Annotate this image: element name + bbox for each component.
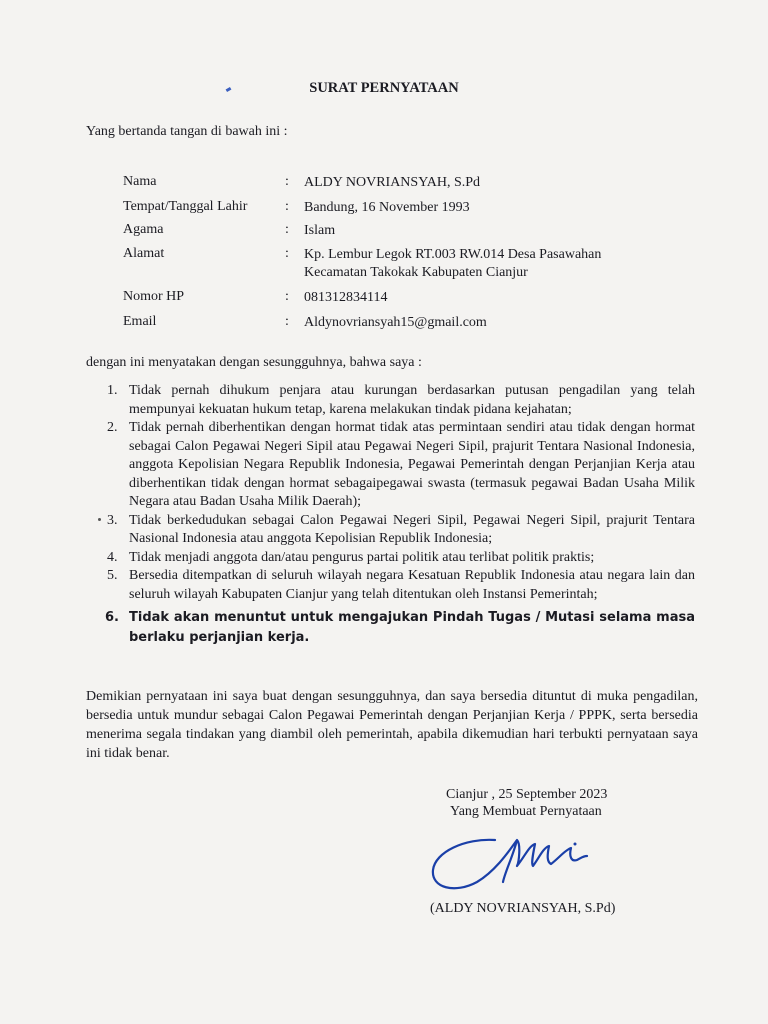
signature-image: [425, 822, 605, 902]
identity-colon: :: [285, 222, 289, 237]
statement-item: [95, 567, 695, 604]
address-line-2: Kecamatan Takokak Kabupaten Cianjur: [304, 265, 528, 280]
closing-paragraph: Demikian pernyataan ini saya buat dengan sesungguhnya, dan saya bersedia dituntut di muka pengadilan, bersedia untuk mundur sebagai Calon Pegawai Pemerintah dengan Perjanjian Kerja / PPPK, serta bersedia menerima segala tindakan yang diambil oleh pemerintah, apabila dikemudian hari terbukti pernyataan saya ini tidak benar.: [86, 689, 698, 761]
identity-value: ALDY NOVRIANSYAH, S.Pd: [304, 175, 481, 190]
statement-text: Tidak menjadi anggota dan/atau pengurus partai politik atau terlibat politik praktis;: [129, 549, 595, 565]
identity-value: Aldynovriansyah15@gmail.com: [304, 315, 487, 330]
statement-item-emphasized: [95, 608, 695, 648]
identity-colon: :: [285, 314, 289, 329]
statement-list: [95, 382, 695, 648]
identity-label: Nama: [123, 174, 157, 189]
identity-value: Islam: [304, 223, 336, 238]
identity-label: Email: [123, 314, 157, 329]
statement-item: [95, 382, 695, 419]
statement-text: Tidak pernah dihukum penjara atau kurungan berdasarkan putusan pengadilan yang telah mempunyai kekuatan hukum tetap, karena melakukan tindak pidana kejahatan;: [129, 383, 695, 417]
identity-colon: :: [285, 289, 289, 304]
lead-text: dengan ini menyatakan dengan sesungguhnya, bahwa saya :: [86, 355, 422, 370]
statement-number: 4.: [107, 549, 118, 565]
maker-label: Yang Membuat Pernyataan: [450, 804, 602, 819]
statement-number: 2.: [107, 420, 118, 435]
statement-number: 5.: [107, 568, 118, 583]
place-date: Cianjur , 25 September 2023: [446, 787, 608, 802]
identity-value: Bandung, 16 November 1993: [304, 200, 470, 215]
statement-text: Tidak akan menuntut untuk mengajukan Pindah Tugas / Mutasi selama masa berlaku perjanjian kerja.: [129, 610, 695, 645]
document-title: SURAT PERNYATAAN: [309, 80, 459, 96]
identity-value: [304, 246, 684, 282]
identity-label: Alamat: [123, 246, 165, 261]
signer-name: (ALDY NOVRIANSYAH, S.Pd): [430, 901, 616, 916]
scan-speck: [98, 518, 101, 521]
statement-text: Tidak berkedudukan sebagai Calon Pegawai Negeri Sipil, Pegawai Negeri Sipil, prajurit Tentara Nasional Indonesia atau anggota Kepolisian Republik Indonesia;: [129, 512, 695, 546]
intro-text: Yang bertanda tangan di bawah ini :: [86, 124, 288, 139]
statement-text: Bersedia ditempatkan di seluruh wilayah negara Kesatuan Republik Indonesia atau negara lain dan seluruh wilayah Kabupaten Cianjur yang telah ditentukan oleh Instansi Pemerintah;: [129, 568, 695, 602]
identity-colon: :: [285, 174, 289, 189]
statement-item: [95, 512, 695, 549]
identity-label: Nomor HP: [123, 289, 185, 304]
address-line-1: Kp. Lembur Legok RT.003 RW.014 Desa Pasawahan: [304, 247, 602, 262]
statement-number: 6.: [105, 610, 119, 625]
identity-label: Agama: [123, 222, 164, 237]
identity-colon: :: [285, 246, 289, 261]
statement-item: [95, 549, 695, 568]
statement-number: 3.: [107, 512, 118, 528]
identity-value: 081312834114: [304, 290, 388, 305]
identity-label: Tempat/Tanggal Lahir: [123, 199, 248, 214]
statement-text: Tidak pernah diberhentikan dengan hormat tidak atas permintaan sendiri atau tidak dengan hormat sebagai Calon Pegawai Negeri Sipil atau Pegawai Negeri Sipil, prajurit Tentara Nasional Indonesia, anggota Kepolisian Negara Republik Indonesia, Pegawai Pemerintah dengan Perjanjian Kerja atau diberhentikan tidak dengan hormat sebagaipegawai swasta (termasuk pegawai Badan Usaha Milik Negara atau Badan Usaha Milik Daerah);: [129, 420, 695, 509]
identity-colon: :: [285, 199, 289, 214]
statement-number: 1.: [107, 383, 118, 398]
statement-item: [95, 419, 695, 512]
